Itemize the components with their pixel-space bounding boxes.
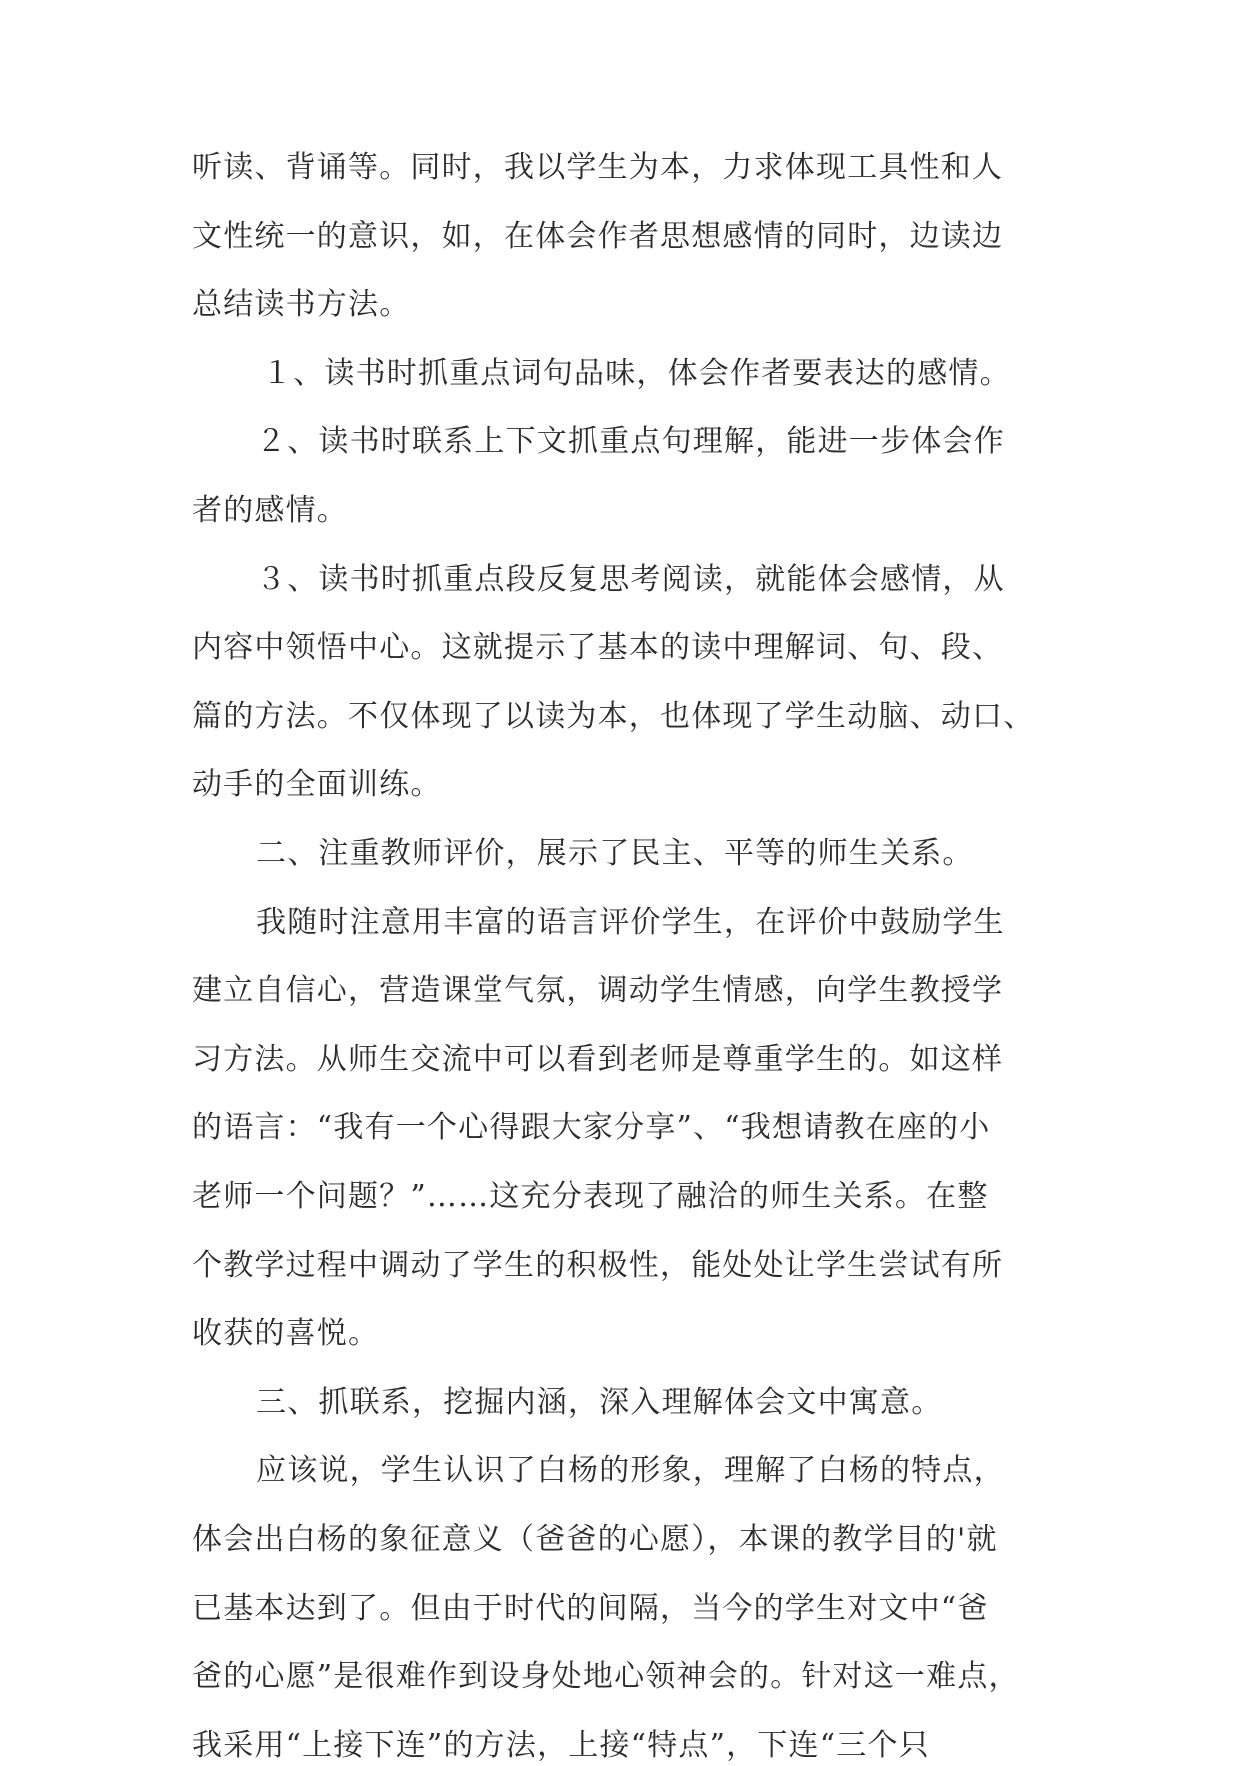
text-line: 者的感情。 bbox=[192, 493, 348, 528]
text-line: 听读、背诵等。同时，我以学生为本，力求体现工具性和人 bbox=[192, 150, 1004, 185]
text-line: １、读书时抓重点词句品味，体会作者要表达的感情。 bbox=[262, 356, 1011, 391]
text-line: 体会出白杨的象征意义（爸爸的心愿），本课的教学目的'就 bbox=[192, 1522, 998, 1557]
text-line: 我采用“上接下连”的方法，上接“特点”，下连“三个只 bbox=[192, 1728, 930, 1763]
text-line: 我随时注意用丰富的语言评价学生，在评价中鼓励学生 bbox=[256, 905, 1005, 940]
text-line: ２、读书时联系上下文抓重点句理解，能进一步体会作 bbox=[256, 424, 1005, 459]
text-line: 文性统一的意识，如，在体会作者思想感情的同时，边读边 bbox=[192, 219, 1004, 254]
text-line: 老师一个问题？”……这充分表现了融洽的师生关系。在整 bbox=[192, 1179, 989, 1214]
text-line: ３、读书时抓重点段反复思考阅读，就能体会感情，从 bbox=[256, 562, 1005, 597]
section-heading: 二、注重教师评价，展示了民主、平等的师生关系。 bbox=[256, 836, 974, 871]
text-line: 收获的喜悦。 bbox=[192, 1316, 380, 1351]
text-line: 内容中领悟中心。这就提示了基本的读中理解词、句、段、 bbox=[192, 630, 1004, 665]
text-line: 动手的全面训练。 bbox=[192, 767, 442, 802]
text-line: 应该说，学生认识了白杨的形象，理解了白杨的特点， bbox=[256, 1453, 1005, 1488]
text-line: 已基本达到了。但由于时代的间隔，当今的学生对文中“爸 bbox=[192, 1591, 989, 1626]
section-heading: 三、抓联系，挖掘内涵，深入理解体会文中寓意。 bbox=[256, 1385, 943, 1420]
text-line: 篇的方法。不仅体现了以读为本，也体现了学生动脑、动口、 bbox=[192, 699, 1035, 734]
text-line: 爸的心愿”是很难作到设身处地心领神会的。针对这一难点， bbox=[192, 1659, 1020, 1694]
text-line: 总结读书方法。 bbox=[192, 287, 411, 322]
text-line: 建立自信心，营造课堂气氛，调动学生情感，向学生教授学 bbox=[192, 973, 1004, 1008]
text-line: 的语言：“我有一个心得跟大家分享”、“我想请教在座的小 bbox=[192, 1110, 991, 1145]
text-line: 个教学过程中调动了学生的积极性，能处处让学生尝试有所 bbox=[192, 1248, 1004, 1283]
text-line: 习方法。从师生交流中可以看到老师是尊重学生的。如这样 bbox=[192, 1042, 1004, 1077]
